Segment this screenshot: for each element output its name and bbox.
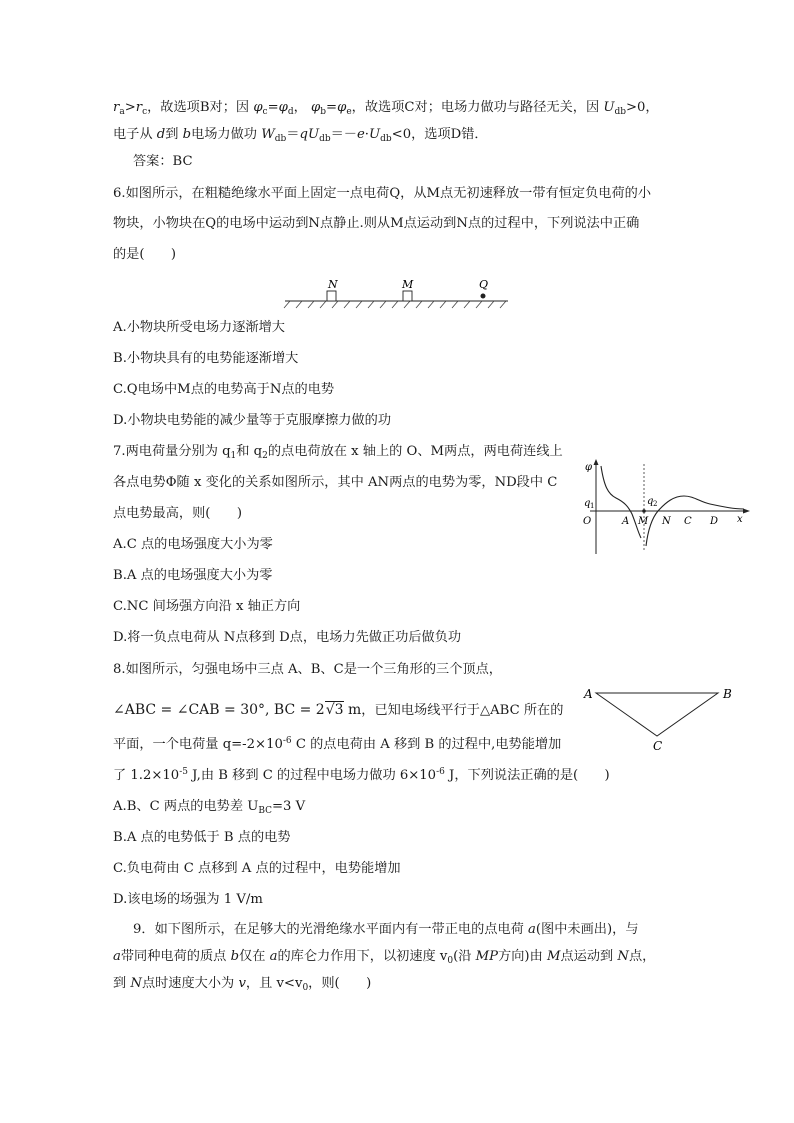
- label-q1: q: [584, 498, 591, 509]
- label-a: A: [584, 687, 593, 701]
- label-c: C: [684, 516, 692, 527]
- q7-option-a: A.C 点的电场强度大小为零: [113, 537, 273, 552]
- q6-stem-line2: 物块，小物块在Q的电场中运动到N点静止.则从M点运动到N点的过程中，下列说法中正确: [113, 216, 640, 231]
- label-d: D: [710, 516, 719, 527]
- label-a: A: [622, 516, 630, 527]
- charge-q: [481, 294, 486, 299]
- q8-option-a: A.B、C 两点的电势差 $U_{BC}=3$ V: [113, 799, 306, 816]
- label-m: M: [402, 278, 414, 291]
- block-m: [403, 291, 412, 301]
- q8-stem-line3: 平面，一个电荷量 $q=-2\times 10^{-6}$ C 的点电荷由 A 移到 B 的过程中,电势能增加: [113, 736, 562, 752]
- q6-figure: [280, 274, 515, 310]
- q9-stem-line1: 9．如下图所示，在足够大的光滑绝缘水平面内有一带正电的点电荷 a(图中未画出)，与: [133, 922, 639, 937]
- q6-stem-line1: 6.如图所示，在粗糙绝缘水平面上固定一点电荷Q，从M点无初速释放一带有恒定负电荷的小: [113, 186, 652, 201]
- potential-curve-left: [601, 466, 641, 538]
- solution5-answer: 答案：BC: [133, 154, 193, 169]
- q7-option-b: B.A 点的电场强度大小为零: [113, 568, 273, 583]
- q8-option-b: B.A 点的电势低于 B 点的电势: [113, 830, 291, 845]
- q7-option-c: C.NC 间场强方向沿 x 轴正方向: [113, 599, 301, 614]
- label-q1-sub: 1: [590, 502, 595, 510]
- q7-potential-graph: [578, 458, 752, 556]
- label-phi: φ: [585, 462, 593, 473]
- potential-curve-right: [646, 496, 744, 546]
- label-b: B: [723, 687, 732, 701]
- q8-triangle-figure: [582, 684, 742, 754]
- q6-option-b: B.小物块具有的电势能逐渐增大: [113, 351, 299, 366]
- label-c: C: [653, 739, 663, 753]
- q7-stem-line3: 点电势最高，则( ): [113, 506, 242, 521]
- label-q2-sub: 2: [653, 500, 658, 508]
- label-q2: q: [647, 496, 654, 507]
- label-o: O: [583, 516, 592, 527]
- label-n: N: [328, 278, 338, 291]
- q8-math: ∠ABC = ∠CAB = 30°, BC = 2: [113, 702, 325, 718]
- q8-stem-line2: ∠ABC = ∠CAB = 30°, BC = 2√3 m，已知电场线平行于△ABC 所在的: [113, 702, 564, 718]
- q8-option-d: D.该电场的场强为 1 V/m: [113, 892, 263, 907]
- q7-stem-line2: 各点电势Φ随 x 变化的关系如图所示，其中 AN两点的电势为零，ND段中 C: [113, 475, 558, 490]
- label-m: M: [638, 516, 649, 527]
- block-n: [327, 291, 336, 301]
- q6-option-a: A.小物块所受电场力逐渐增大: [113, 320, 285, 335]
- q8-stem-line1: 8.如图所示，匀强电场中三点 A、B、C是一个三角形的三个顶点，: [113, 662, 502, 677]
- q7-option-d: D.将一负点电荷从 N点移到 D点，电场力先做正功后做负功: [113, 630, 462, 645]
- q8-option-c: C.负电荷由 C 点移到 A 点的过程中，电势能增加: [113, 861, 401, 876]
- label-n: N: [662, 516, 671, 527]
- q9-stem-line2: a带同种电荷的质点 b仅在 a的库仑力作用下，以初速度 $v_0$(沿 MP方向)由 M点运动到 N点，: [113, 949, 656, 966]
- q7-stem-line1: 7.两电荷量分别为 $q_1$和 $q_2$的点电荷放在 x 轴上的 O、M两点，两电荷连线上: [113, 444, 563, 461]
- label-x: x: [737, 514, 743, 525]
- q6-option-c: C.Q电场中M点的电势高于N点的电势: [113, 382, 335, 397]
- q8-stem-line4: 了 $1.2\times 10^{-5}$ J,由 B 移到 C 的过程中电场力做功 $6\times 10^{-6}$ J，下列说法正确的是( ): [113, 767, 610, 783]
- solution5-line2: 电子从 d到 b电场力做功 $W_{db}=qU_{db}=-e\cdot U_{db}<0$，选项D错．: [113, 127, 488, 144]
- label-q: Q: [479, 278, 489, 291]
- triangle-abc: [596, 693, 718, 736]
- q6-option-d: D.小物块电势能的减少量等于克服摩擦力做的功: [113, 413, 392, 428]
- q6-stem-line3: 的是( ): [113, 247, 177, 262]
- solution5-line1: $r_a>r_c$，故选项B对；因 $\varphi_c=\varphi_d$， $\varphi_b=\varphi_e$，故选项C对；电场力做功与路径无关，因 $U_{db}>0$，: [113, 100, 659, 117]
- q9-stem-line3: 到 N点时速度大小为 v，且 $v<v_0$，则( ): [113, 976, 372, 993]
